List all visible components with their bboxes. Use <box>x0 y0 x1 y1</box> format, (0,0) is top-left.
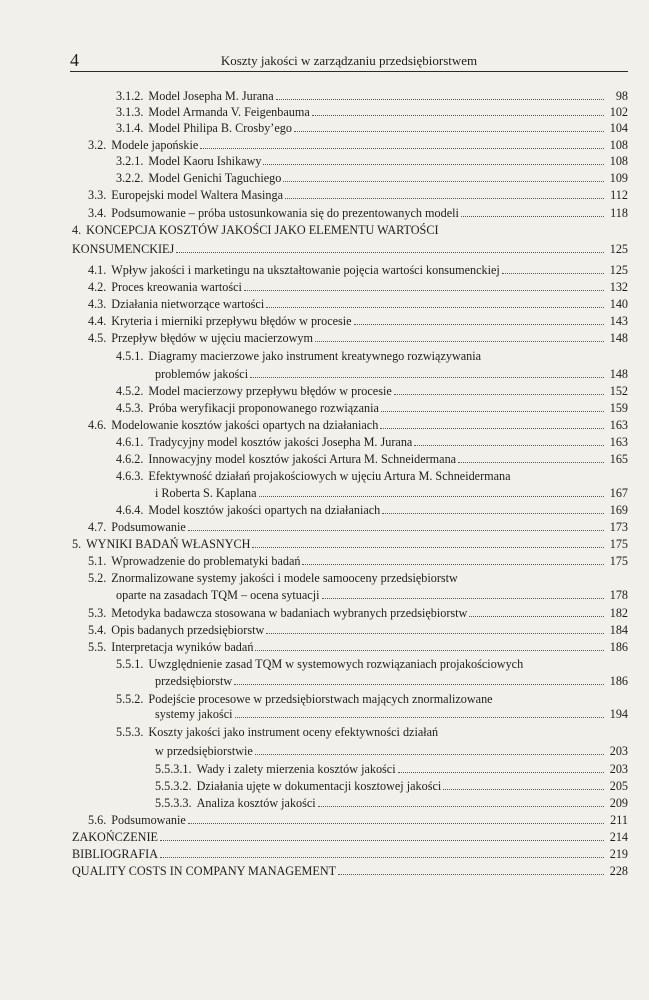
dot-leader <box>398 772 604 773</box>
toc-entry-title: KONCEPCJA KOSZTÓW JAKOŚCI JAKO ELEMENTU WARTOŚCI <box>86 223 439 237</box>
toc-entry-title: Znormalizowane systemy jakości i modele samooceny przedsiębiorstw <box>111 571 458 585</box>
toc-entry-page: 228 <box>609 864 628 878</box>
toc-entry-number: 4.6.2. <box>116 452 144 466</box>
toc-entry-number: 3.2. <box>88 138 107 152</box>
toc-entry-title: Wpływ jakości i marketingu na ukształtowanie pojęcia wartości konsumenckiej <box>111 263 500 277</box>
toc-entry-page: 214 <box>609 830 628 844</box>
toc-entry-number: 4.6.4. <box>116 503 144 517</box>
dot-leader <box>380 428 604 429</box>
toc-entry-number: 3.4. <box>88 206 107 220</box>
dot-leader <box>263 164 604 165</box>
toc-entry-page: 140 <box>609 297 628 311</box>
toc-entry-page: 175 <box>609 554 628 568</box>
toc-entry-number: 5.6. <box>88 813 107 827</box>
dot-leader <box>235 717 604 718</box>
toc-entry-title: Wady i zalety mierzenia kosztów jakości <box>196 762 396 776</box>
toc-entry-page: 118 <box>610 206 628 220</box>
toc-entry-number: 4.5.1. <box>116 349 144 363</box>
toc-entry <box>0 153 649 170</box>
toc-entry-page: 109 <box>609 171 628 185</box>
dot-leader <box>382 513 604 514</box>
toc-entry-continuation <box>0 673 649 690</box>
toc-entry-title: Podsumowanie <box>111 520 186 534</box>
dot-leader <box>322 598 605 599</box>
toc-entry-number: 5.5.1. <box>116 657 144 671</box>
toc-entry <box>0 205 649 222</box>
toc-entry-number: 3.2.2. <box>116 171 144 185</box>
toc-entry-page: 159 <box>609 401 628 415</box>
toc-entry-page: 173 <box>609 520 628 534</box>
toc-entry-page: 186 <box>609 640 628 654</box>
toc-entry-number: 5.5.3.2. <box>155 779 192 793</box>
toc-entry-page: 148 <box>609 331 628 345</box>
toc-entry-page: 108 <box>609 154 628 168</box>
toc-entry-page: 178 <box>609 588 628 602</box>
toc-entry <box>0 434 649 451</box>
toc-entry-page: 102 <box>609 105 628 119</box>
toc-entry-page: 169 <box>609 503 628 517</box>
toc-entry-title: Podsumowanie <box>111 813 186 827</box>
toc-entry <box>0 553 649 570</box>
toc-entry-title: BIBLIOGRAFIA <box>72 847 158 861</box>
dot-leader <box>285 198 604 199</box>
toc-entry <box>0 761 649 778</box>
dot-leader <box>469 616 604 617</box>
toc-entry <box>0 187 649 204</box>
toc-entry-title-continued: KONSUMENCKIEJ <box>72 242 175 256</box>
toc-entry-title: Działania ujęte w dokumentacji kosztowej jakości <box>196 779 442 793</box>
toc-entry <box>0 400 649 417</box>
toc-entry <box>0 846 649 863</box>
dot-leader <box>252 547 604 548</box>
toc-entry-page: 108 <box>609 138 628 152</box>
toc-entry-title: Wprowadzenie do problematyki badań <box>111 554 301 568</box>
dot-leader <box>458 462 604 463</box>
toc-entry-number: 4.3. <box>88 297 107 311</box>
dot-leader <box>338 874 604 875</box>
toc-entry-number: 4.7. <box>88 520 107 534</box>
toc-entry-number: 3.1.4. <box>116 121 144 135</box>
toc-entry-number: 3.3. <box>88 188 107 202</box>
toc-entry-number: 4.4. <box>88 314 107 328</box>
dot-leader <box>259 496 604 497</box>
dot-leader <box>266 307 604 308</box>
toc-entry-number: 4.2. <box>88 280 107 294</box>
toc-entry <box>0 104 649 121</box>
toc-entry-title: Modelowanie kosztów jakości opartych na działaniach <box>111 418 379 432</box>
toc-entry-title: Model Philipa B. Crosby’ego <box>148 121 292 135</box>
toc-entry <box>0 605 649 622</box>
toc-entry-number: 5.1. <box>88 554 107 568</box>
toc-entry-continuation <box>0 485 649 502</box>
toc-entry-page: 104 <box>609 121 628 135</box>
toc-entry-page: 194 <box>609 707 628 721</box>
toc-entry-number: 4.5.2. <box>116 384 144 398</box>
toc-entry-title: Podejście procesowe w przedsiębiorstwach mających znormalizowane <box>148 692 493 706</box>
toc-entry-title: Efektywność działań projakościowych w ujęciu Artura M. Schneidermana <box>148 469 511 483</box>
toc-entry-continuation <box>0 366 649 383</box>
toc-entry-page: 143 <box>609 314 628 328</box>
toc-entry-page: 182 <box>609 606 628 620</box>
toc-entry <box>0 795 649 812</box>
toc-entry <box>0 279 649 296</box>
dot-leader <box>318 806 604 807</box>
toc-entry-page: 175 <box>609 537 628 551</box>
toc-entry-title-continued: systemy jakości <box>155 707 233 721</box>
dot-leader <box>188 530 604 531</box>
toc-entry-title: Innowacyjny model kosztów jakości Artura M. Schneidermana <box>148 452 457 466</box>
toc-entry-number: 5.5.2. <box>116 692 144 706</box>
toc-entry-page: 112 <box>610 188 628 202</box>
toc-entry-page: 203 <box>609 744 628 758</box>
toc-entry <box>0 639 649 656</box>
toc-entry-number: 4. <box>72 223 82 237</box>
toc-entry-title: Analiza kosztów jakości <box>196 796 316 810</box>
toc-entry <box>0 570 649 587</box>
toc-entry <box>0 519 649 536</box>
toc-entry-title: Kryteria i mierniki przepływu błędów w procesie <box>111 314 352 328</box>
dot-leader <box>302 564 604 565</box>
dot-leader <box>312 115 604 116</box>
toc-entry <box>0 313 649 330</box>
toc-entry-title: Koszty jakości jako instrument oceny efektywności działań <box>148 725 439 739</box>
toc-entry-title: Diagramy macierzowe jako instrument kreatywnego rozwiązywania <box>148 349 482 363</box>
toc-entry-title: Modele japońskie <box>111 138 199 152</box>
dot-leader <box>188 823 604 824</box>
dot-leader <box>502 273 604 274</box>
toc-entry-number: 4.1. <box>88 263 107 277</box>
toc-entry-continuation <box>0 587 649 604</box>
toc-entry-page: 152 <box>609 384 628 398</box>
dot-leader <box>250 377 604 378</box>
toc-entry-number: 4.5. <box>88 331 107 345</box>
toc-entry <box>0 88 649 105</box>
dot-leader <box>414 445 604 446</box>
toc-entry-title: Model Josepha M. Jurana <box>148 89 274 103</box>
toc-entry-continuation <box>0 743 649 760</box>
toc-entry-title: ZAKOŃCZENIE <box>72 830 158 844</box>
toc-entry <box>0 262 649 279</box>
toc-entry-title: Model macierzowy przepływu błędów w procesie <box>148 384 392 398</box>
running-title: Koszty jakości w zarządzaniu przedsiębiorstwem <box>220 53 478 68</box>
toc-entry-title: Model Genichi Taguchiego <box>148 171 282 185</box>
dot-leader <box>315 341 604 342</box>
toc-entry <box>0 829 649 846</box>
toc-entry <box>0 778 649 795</box>
toc-entry <box>0 724 649 741</box>
toc-entry <box>0 222 649 239</box>
toc-entry-page: 125 <box>609 242 628 256</box>
toc-entry-title: Tradycyjny model kosztów jakości Josepha M. Jurana <box>148 435 413 449</box>
header-rule <box>70 71 628 72</box>
toc-entry <box>0 656 649 673</box>
toc-entry-title: Metodyka badawcza stosowana w badaniach wybranych przedsiębiorstw <box>111 606 468 620</box>
toc-entry-page: 167 <box>609 486 628 500</box>
toc-entry <box>0 502 649 519</box>
toc-entry <box>0 468 649 485</box>
dot-leader <box>276 99 604 100</box>
dot-leader <box>160 857 604 858</box>
toc-entry <box>0 330 649 347</box>
dot-leader <box>266 633 604 634</box>
toc-entry <box>0 812 649 829</box>
toc-entry-title-continued: przedsiębiorstw <box>155 674 233 688</box>
toc-entry-title: Podsumowanie – próba ustosunkowania się do prezentowanych modeli <box>111 206 459 220</box>
dot-leader <box>200 148 604 149</box>
toc-entry-title: WYNIKI BADAŃ WŁASNYCH <box>86 537 251 551</box>
dot-leader <box>244 290 604 291</box>
toc-entry-number: 3.1.2. <box>116 89 144 103</box>
toc-entry-number: 5. <box>72 537 82 551</box>
toc-entry-page: 163 <box>609 435 628 449</box>
toc-entry-page: 98 <box>615 89 628 103</box>
toc-entry-title: Model kosztów jakości opartych na działaniach <box>148 503 381 517</box>
dot-leader <box>461 216 604 217</box>
toc-entry-number: 4.6.1. <box>116 435 144 449</box>
dot-leader <box>255 650 604 651</box>
toc-entry <box>0 120 649 137</box>
toc-entry-title: Próba weryfikacji proponowanego rozwiązania <box>148 401 379 415</box>
toc-entry-continuation <box>0 706 649 723</box>
toc-entry-number: 5.3. <box>88 606 107 620</box>
toc-entry <box>0 137 649 154</box>
toc-entry-title: Proces kreowania wartości <box>111 280 242 294</box>
toc-entry-title-continued: i Roberta S. Kaplana <box>155 486 257 500</box>
toc-entry-title: QUALITY COSTS IN COMPANY MANAGEMENT <box>72 864 337 878</box>
toc-entry-title: Europejski model Waltera Masinga <box>111 188 284 202</box>
toc-entry-title: Opis badanych przedsiębiorstw <box>111 623 265 637</box>
toc-entry-number: 4.5.3. <box>116 401 144 415</box>
page-number: 4 <box>70 50 79 70</box>
dot-leader <box>160 840 604 841</box>
toc-entry-page: 148 <box>609 367 628 381</box>
toc-entry-title: Uwzględnienie zasad TQM w systemowych rozwiązaniach projakościowych <box>148 657 524 671</box>
toc-entry <box>0 383 649 400</box>
toc-entry-number: 3.1.3. <box>116 105 144 119</box>
dot-leader <box>294 131 604 132</box>
toc-entry-title: Interpretacja wyników badań <box>111 640 254 654</box>
toc-entry-page: 132 <box>609 280 628 294</box>
toc-entry-title: Model Armanda V. Feigenbauma <box>148 105 310 119</box>
toc-entry <box>0 348 649 365</box>
toc-entry-number: 3.2.1. <box>116 154 144 168</box>
toc-entry-page: 219 <box>609 847 628 861</box>
toc-entry <box>0 417 649 434</box>
toc-entry-number: 4.6. <box>88 418 107 432</box>
toc-entry <box>0 296 649 313</box>
toc-entry-title-continued: w przedsiębiorstwie <box>155 744 253 758</box>
toc-entry-number: 5.2. <box>88 571 107 585</box>
dot-leader <box>381 411 604 412</box>
dot-leader <box>283 181 604 182</box>
toc-entry-page: 163 <box>609 418 628 432</box>
dot-leader <box>234 684 604 685</box>
dot-leader <box>354 324 604 325</box>
toc-entry-title: Model Kaoru Ishikawy <box>148 154 262 168</box>
toc-entry <box>0 536 649 553</box>
toc-entry-title: Działania nietworzące wartości <box>111 297 265 311</box>
dot-leader <box>443 789 604 790</box>
toc-entry-number: 5.5.3. <box>116 725 144 739</box>
toc-entry-page: 184 <box>609 623 628 637</box>
toc-entry-number: 5.4. <box>88 623 107 637</box>
toc-entry-number: 5.5. <box>88 640 107 654</box>
toc-entry <box>0 451 649 468</box>
dot-leader <box>255 754 604 755</box>
toc-entry-number: 5.5.3.1. <box>155 762 192 776</box>
toc-entry-page: 209 <box>609 796 628 810</box>
toc-entry-continuation <box>0 241 649 258</box>
toc-entry-page: 211 <box>610 813 628 827</box>
dot-leader <box>176 252 604 253</box>
toc-entry <box>0 170 649 187</box>
toc-entry <box>0 622 649 639</box>
toc-entry-page: 203 <box>609 762 628 776</box>
toc-entry-page: 186 <box>609 674 628 688</box>
toc-entry-title-continued: problemów jakości <box>155 367 249 381</box>
toc-entry-page: 125 <box>609 263 628 277</box>
toc-entry-title-continued: oparte na zasadach TQM – ocena sytuacji <box>116 588 320 602</box>
toc-entry-page: 165 <box>609 452 628 466</box>
toc-entry-page: 205 <box>609 779 628 793</box>
toc-entry-number: 4.6.3. <box>116 469 144 483</box>
toc-entry-number: 5.5.3.3. <box>155 796 192 810</box>
dot-leader <box>394 394 604 395</box>
toc-entry <box>0 863 649 880</box>
toc-entry-title: Przepływ błędów w ujęciu macierzowym <box>111 331 313 345</box>
